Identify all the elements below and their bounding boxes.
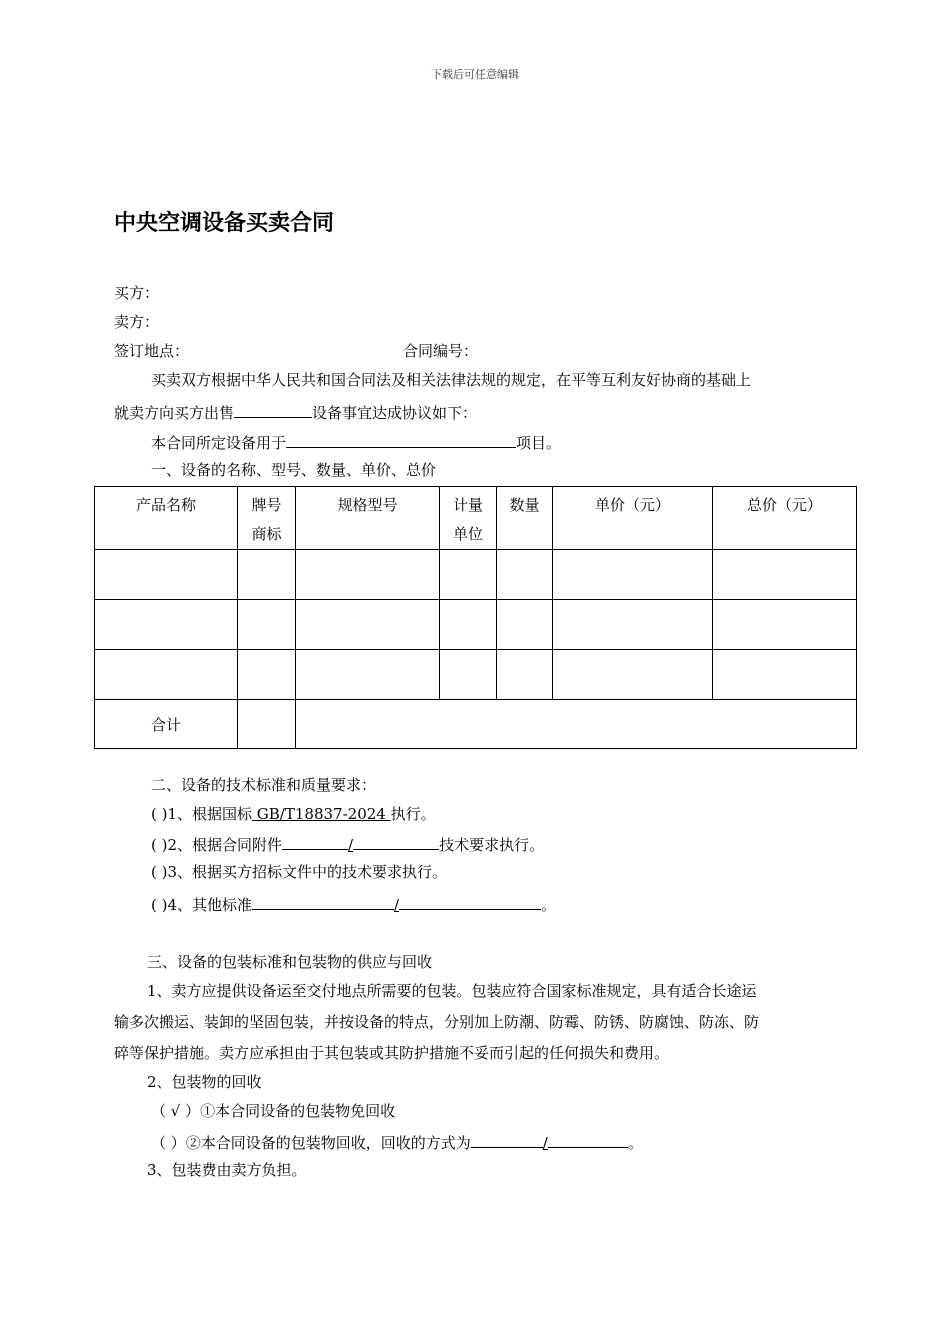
table-cell[interactable] bbox=[440, 600, 497, 650]
contract-number-label: 合同编号： bbox=[403, 342, 479, 360]
signing-place-label: 签订地点： bbox=[114, 342, 190, 360]
table-cell[interactable] bbox=[553, 550, 713, 600]
section-3-heading: 三、设备的包装标准和包装物的供应与回收 bbox=[147, 953, 433, 971]
table-cell[interactable] bbox=[553, 600, 713, 650]
attachment-blank-2 bbox=[353, 833, 439, 850]
packaging-recovery-heading: 2、包装物的回收 bbox=[147, 1073, 262, 1091]
table-cell[interactable] bbox=[95, 550, 238, 600]
packaging-para-line-2: 输多次搬运、装卸的坚固包装，并按设备的特点，分别加上防潮、防霉、防锈、防腐蚀、防冻、防 bbox=[114, 1013, 760, 1031]
packaging-para-line-1: 1、卖方应提供设备运至交付地点所需要的包装。包装应符合国家标准规定，具有适合长途运 bbox=[147, 982, 757, 1000]
table-cell[interactable] bbox=[95, 600, 238, 650]
recovery-option-2: （ ）②本合同设备的包装物回收，回收的方式为 / 。 bbox=[151, 1131, 643, 1153]
table-cell[interactable] bbox=[713, 650, 857, 700]
other-standard-blank-1 bbox=[252, 893, 394, 910]
table-cell[interactable] bbox=[713, 600, 857, 650]
intro-line-2-pre: 就卖方向买方出售 bbox=[114, 404, 235, 422]
intro-line-2-post: 设备事宜达成协议如下： bbox=[312, 404, 478, 422]
table-cell[interactable] bbox=[296, 600, 440, 650]
table-row bbox=[95, 600, 857, 650]
standard-option-4: ( )4、其他标准 / 。 bbox=[151, 893, 556, 915]
table-cell[interactable] bbox=[238, 700, 296, 749]
section-1-heading: 一、设备的名称、型号、数量、单价、总价 bbox=[151, 461, 437, 479]
col-header-spec: 规格型号 bbox=[296, 487, 440, 550]
total-amount-cell[interactable] bbox=[296, 700, 857, 749]
table-cell[interactable] bbox=[553, 650, 713, 700]
seller-label: 卖方： bbox=[114, 313, 160, 331]
packaging-para-line-3: 碎等保护措施。卖方应承担由于其包装或其防护措施不妥而引起的任何损失和费用。 bbox=[114, 1044, 670, 1062]
col-header-product-name: 产品名称 bbox=[95, 487, 238, 550]
recovery-method-blank-1 bbox=[471, 1131, 543, 1148]
project-blank bbox=[286, 431, 516, 448]
table-cell[interactable] bbox=[497, 650, 553, 700]
national-standard-code: GB/T18837-2024 bbox=[252, 805, 391, 823]
equipment-blank bbox=[234, 401, 312, 418]
intro-line-2 bbox=[114, 401, 477, 423]
intro-line-1: 买卖双方根据中华人民共和国合同法及相关法律法规的规定，在平等互利友好协商的基础上 bbox=[151, 371, 752, 389]
equipment-table bbox=[94, 486, 857, 749]
section-2-heading: 二、设备的技术标准和质量要求： bbox=[151, 776, 377, 794]
col-header-unit: 计量 单位 bbox=[440, 487, 497, 550]
table-header-row bbox=[95, 487, 857, 550]
purpose-line bbox=[151, 431, 561, 453]
attachment-blank-1 bbox=[282, 833, 348, 850]
col-header-unit-price: 单价（元） bbox=[553, 487, 713, 550]
table-cell[interactable] bbox=[238, 600, 296, 650]
table-cell[interactable] bbox=[440, 550, 497, 600]
standard-option-1: ( )1、根据国标 GB/T18837-2024 执行。 bbox=[151, 805, 436, 823]
col-header-quantity: 数量 bbox=[497, 487, 553, 550]
other-standard-blank-2 bbox=[399, 893, 541, 910]
table-cell[interactable] bbox=[440, 650, 497, 700]
recovery-method-blank-2 bbox=[548, 1131, 628, 1148]
table-cell[interactable] bbox=[713, 550, 857, 600]
table-cell[interactable] bbox=[238, 650, 296, 700]
standard-option-3: ( )3、根据买方招标文件中的技术要求执行。 bbox=[151, 863, 448, 881]
purpose-post: 项目。 bbox=[516, 434, 562, 452]
table-cell[interactable] bbox=[497, 600, 553, 650]
packaging-fee-line: 3、包装费由卖方负担。 bbox=[147, 1161, 307, 1179]
standard-option-2: ( )2、根据合同附件 / 技术要求执行。 bbox=[151, 833, 544, 855]
table-cell[interactable] bbox=[497, 550, 553, 600]
col-header-brand: 牌号 商标 bbox=[238, 487, 296, 550]
recovery-option-1: （ √ ）①本合同设备的包装物免回收 bbox=[151, 1102, 396, 1120]
table-cell[interactable] bbox=[238, 550, 296, 600]
table-cell[interactable] bbox=[296, 650, 440, 700]
col-header-total-price: 总价（元） bbox=[713, 487, 857, 550]
purpose-pre: 本合同所定设备用于 bbox=[151, 434, 287, 452]
table-row bbox=[95, 550, 857, 600]
table-total-row bbox=[95, 700, 857, 749]
table-row bbox=[95, 650, 857, 700]
header-note: 下载后可任意编辑 bbox=[431, 68, 519, 81]
page-title: 中央空调设备买卖合同 bbox=[114, 211, 335, 236]
total-label: 合计 bbox=[95, 700, 238, 749]
table-cell[interactable] bbox=[296, 550, 440, 600]
table-cell[interactable] bbox=[95, 650, 238, 700]
buyer-label: 买方： bbox=[114, 284, 160, 302]
